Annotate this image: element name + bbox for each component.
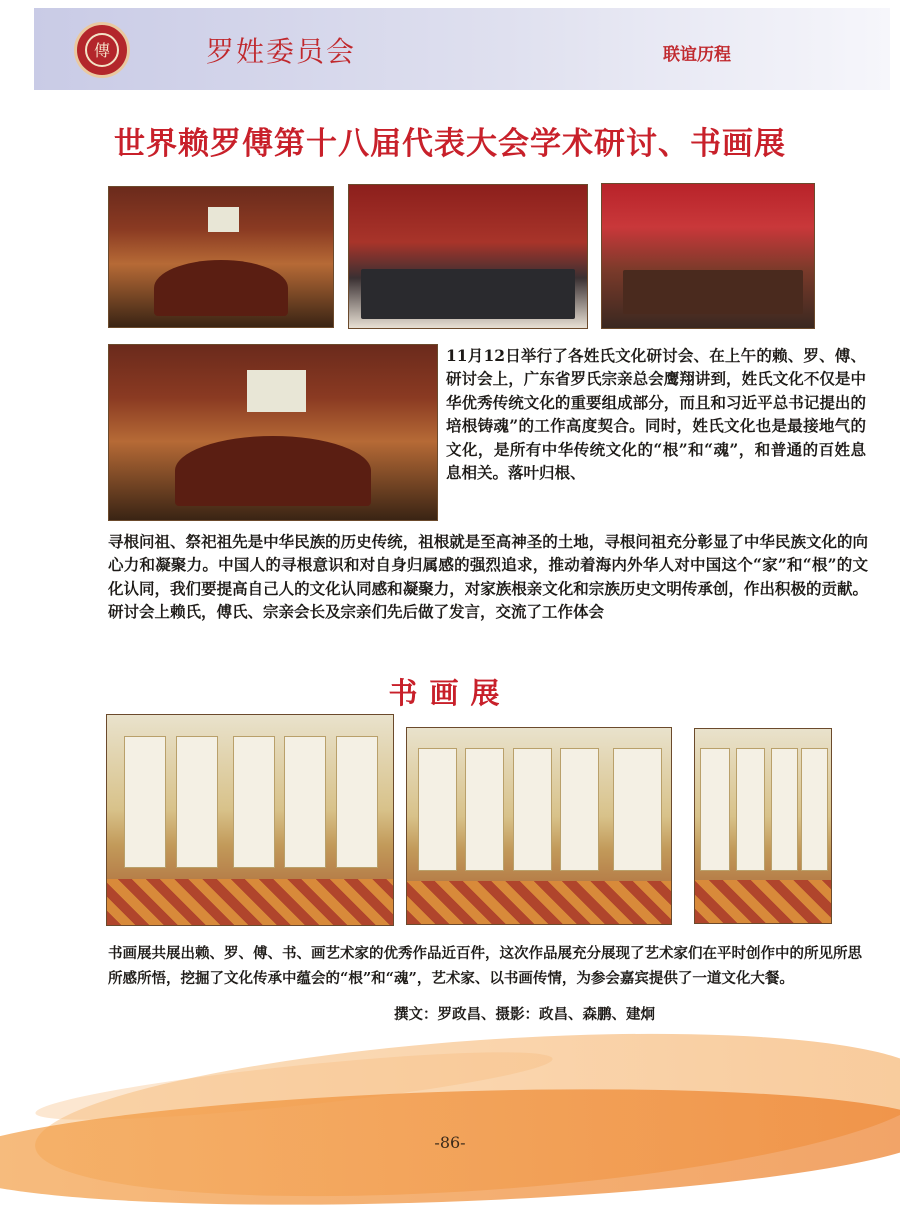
seminar-photo-2 xyxy=(348,184,588,329)
seminar-photo-4 xyxy=(108,344,438,521)
conference-table xyxy=(154,260,288,316)
committee-title: 罗姓委员会 xyxy=(206,35,357,68)
patterned-carpet xyxy=(107,879,393,925)
projector-screen xyxy=(247,370,306,412)
calligraphy-panel xyxy=(284,736,326,868)
exhibition-paragraph: 书画展共展出赖、罗、傅、书、画艺术家的优秀作品近百件，这次作品展充分展现了艺术家们在平时创作中的所见所思所感所悟，挖掘了文化传承中蕴会的“根”和“魂”，艺术家、以书画传情，为参会嘉宾提供了一道文化大餐。 xyxy=(108,945,862,987)
article-paragraph-2: 寻根问祖、祭祀祖先是中华民族的历史传统，祖根就是至高神圣的土地，寻根问祖充分彰显了中华民族文化的向心力和凝聚力。中国人的寻根意识和对自身归属感的强烈追求，推动着海内外华人对中国这个“家”和“根”的文化认同，我们要提高自己人的文化认同感和凝聚力，对家族根亲文化和宗族历史文明传承创，作出积极的贡献。研讨会上赖氏，傅氏、宗亲会长及宗亲们先后做了发言，交流了工作体会 xyxy=(108,532,868,622)
patterned-carpet xyxy=(407,881,671,924)
calligraphy-panel xyxy=(801,748,827,870)
speaker-table xyxy=(361,269,575,319)
left-margin xyxy=(0,0,34,1165)
conference-table xyxy=(175,436,372,506)
calligraphy-panel xyxy=(418,748,457,872)
exhibition-photo-1 xyxy=(106,714,394,926)
calligraphy-panel xyxy=(176,736,218,868)
calligraphy-panel xyxy=(560,748,599,872)
seminar-photo-1 xyxy=(108,186,334,328)
photo-credit: 撰文：罗政昌、摄影：政昌、森鹏、建炯 xyxy=(394,1006,655,1023)
calligraphy-panel xyxy=(736,748,765,870)
association-logo xyxy=(74,22,130,78)
calligraphy-panel xyxy=(124,736,166,868)
calligraphy-panel xyxy=(771,748,797,870)
exhibition-photo-2 xyxy=(406,727,672,925)
calligraphy-panel xyxy=(336,736,378,868)
page-number: -86- xyxy=(434,1133,466,1152)
calligraphy-panel xyxy=(700,748,729,870)
seminar-photo-3 xyxy=(601,183,815,329)
logo-glyph: 傳 xyxy=(93,41,110,60)
section-label: 联谊历程 xyxy=(663,45,731,65)
article-paragraph-1: 11月12日举行了各姓氏文化研讨会、在上午的赖、罗、傅、研讨会上，广东省罗氏宗亲总会鹰翔讲到，姓氏文化不仅是中华优秀传统文化的重要组成部分，而且和习近平总书记提出的培根铸魂”的工作高度契合。同时，姓氏文化也是最接地气的文化，是所有中华传统文化的“根”和“魂”，和普通的百姓息息相关。落叶归根、 xyxy=(446,346,866,483)
calligraphy-panel xyxy=(613,748,663,872)
article-title: 世界赖罗傅第十八届代表大会学术研讨、书画展 xyxy=(114,126,786,162)
patterned-carpet xyxy=(695,880,831,923)
calligraphy-panel xyxy=(465,748,504,872)
exhibition-photo-3 xyxy=(694,728,832,924)
conference-table xyxy=(623,270,803,313)
header-band xyxy=(34,8,890,90)
projector-screen xyxy=(208,207,239,232)
calligraphy-panel xyxy=(513,748,552,872)
exhibition-heading: 书画展 xyxy=(388,676,512,710)
calligraphy-panel xyxy=(233,736,275,868)
